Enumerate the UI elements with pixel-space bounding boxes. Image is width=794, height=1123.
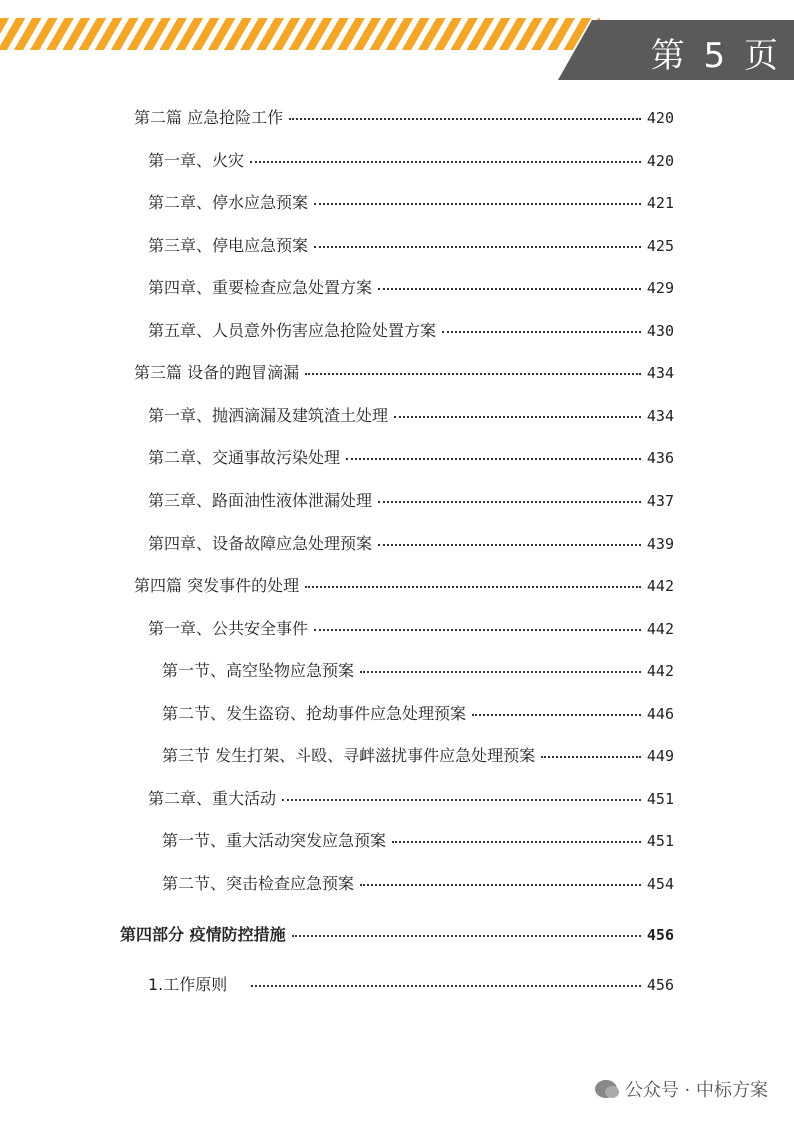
toc-entry[interactable] bbox=[148, 193, 674, 213]
toc-entry[interactable] bbox=[120, 925, 674, 945]
toc-entry-title: 第四篇 突发事件的处理 bbox=[134, 576, 300, 595]
toc-entry-page: 456 bbox=[646, 976, 674, 994]
toc-entry-title: 第四部分 疫情防控措施 bbox=[120, 925, 286, 944]
toc-entry-page: 451 bbox=[646, 790, 674, 808]
toc-entry-title: 第三章、路面油性液体泄漏处理 bbox=[148, 491, 373, 510]
toc-entry-title: 第一节、高空坠物应急预案 bbox=[162, 661, 355, 680]
toc-dot-leader bbox=[394, 415, 641, 418]
toc-entry-page: 425 bbox=[646, 237, 674, 255]
toc-dot-leader bbox=[305, 585, 641, 588]
toc-entry[interactable] bbox=[148, 534, 674, 554]
toc-entry-page: 451 bbox=[646, 832, 674, 850]
toc-entry-title: 第一章、公共安全事件 bbox=[148, 619, 309, 638]
toc-dot-leader bbox=[472, 713, 641, 716]
toc-entry-page: 449 bbox=[646, 747, 674, 765]
toc-entry-title: 第四章、设备故障应急处理预案 bbox=[148, 534, 373, 553]
toc-entry-title: 第三章、停电应急预案 bbox=[148, 236, 309, 255]
toc-entry-page: 434 bbox=[646, 407, 674, 425]
toc-dot-leader bbox=[314, 628, 641, 631]
toc-entry-title: 第二章、重大活动 bbox=[148, 789, 277, 808]
toc-entry-title: 第一节、重大活动突发应急预案 bbox=[162, 831, 387, 850]
toc-entry-page: 436 bbox=[646, 449, 674, 467]
toc-entry-page: 456 bbox=[646, 926, 674, 944]
page-label: 第 5 页 bbox=[650, 36, 782, 76]
toc-dot-leader bbox=[392, 840, 641, 843]
toc-dot-leader bbox=[541, 755, 641, 758]
toc-entry-page: 421 bbox=[646, 194, 674, 212]
toc-entry-page: 442 bbox=[646, 662, 674, 680]
toc-dot-leader bbox=[292, 934, 641, 937]
toc-entry[interactable] bbox=[134, 576, 674, 596]
toc-entry[interactable] bbox=[134, 108, 674, 128]
toc-entry[interactable] bbox=[162, 831, 674, 851]
watermark-text: 公众号 · 中标方案 bbox=[624, 1080, 768, 1101]
toc-entry-title: 第五章、人员意外伤害应急抢险处置方案 bbox=[148, 321, 437, 340]
toc-entry-page: 429 bbox=[646, 279, 674, 297]
toc-dot-leader bbox=[251, 984, 641, 987]
toc-dot-leader bbox=[250, 160, 641, 163]
toc-entry-title: 第二章、交通事故污染处理 bbox=[148, 448, 341, 467]
toc-dot-leader bbox=[442, 330, 641, 333]
toc-dot-leader bbox=[378, 543, 641, 546]
toc-dot-leader bbox=[282, 798, 641, 801]
toc-entry[interactable] bbox=[148, 619, 674, 639]
header-stripe-band bbox=[0, 18, 600, 50]
toc-entry-page: 442 bbox=[646, 620, 674, 638]
toc-entry[interactable] bbox=[148, 975, 674, 995]
toc-entry-title: 第二节、突击检查应急预案 bbox=[162, 874, 355, 893]
toc-entry[interactable] bbox=[162, 704, 674, 724]
toc-entry[interactable] bbox=[148, 236, 674, 256]
toc-entry-title: 第二章、停水应急预案 bbox=[148, 193, 309, 212]
toc-entry-title: 第二篇 应急抢险工作 bbox=[134, 108, 284, 127]
toc-entry-page: 430 bbox=[646, 322, 674, 340]
toc-dot-leader bbox=[378, 287, 641, 290]
toc-entry-title: 第三篇 设备的跑冒滴漏 bbox=[134, 363, 300, 382]
toc-dot-leader bbox=[378, 500, 641, 503]
wechat-icon bbox=[595, 1080, 617, 1098]
toc-entry[interactable] bbox=[148, 448, 674, 468]
toc-entry[interactable] bbox=[148, 278, 674, 298]
toc-entry-title: 第一章、火灾 bbox=[148, 151, 245, 170]
toc-entry[interactable] bbox=[148, 491, 674, 511]
toc-dot-leader bbox=[346, 457, 641, 460]
toc-entry[interactable] bbox=[148, 151, 674, 171]
toc-dot-leader bbox=[360, 670, 641, 673]
toc-entry-page: 439 bbox=[646, 535, 674, 553]
toc-entry-page: 446 bbox=[646, 705, 674, 723]
toc-entry[interactable] bbox=[148, 789, 674, 809]
toc-entry-page: 434 bbox=[646, 364, 674, 382]
toc-entry-page: 454 bbox=[646, 875, 674, 893]
toc-entry[interactable] bbox=[148, 406, 674, 426]
toc-entry[interactable] bbox=[162, 746, 674, 766]
toc-entry-page: 420 bbox=[646, 152, 674, 170]
toc-entry-title: 第一章、抛洒滴漏及建筑渣土处理 bbox=[148, 406, 389, 425]
toc-entry-title: 第三节 发生打架、斗殴、寻衅滋扰事件应急处理预案 bbox=[162, 746, 536, 765]
toc-entry[interactable] bbox=[162, 874, 674, 894]
toc-dot-leader bbox=[289, 117, 641, 120]
toc-dot-leader bbox=[360, 883, 641, 886]
toc-entry[interactable] bbox=[148, 321, 674, 341]
toc-dot-leader bbox=[305, 372, 641, 375]
toc-entry-title: 第二节、发生盗窃、抢劫事件应急处理预案 bbox=[162, 704, 467, 723]
toc-entry[interactable] bbox=[134, 363, 674, 383]
toc-entry-title: 1.工作原则 bbox=[148, 975, 228, 994]
toc-dot-leader bbox=[314, 202, 641, 205]
toc-entry-page: 442 bbox=[646, 577, 674, 595]
toc-dot-leader bbox=[314, 245, 641, 248]
toc-entry-title: 第四章、重要检查应急处置方案 bbox=[148, 278, 373, 297]
toc-entry-page: 437 bbox=[646, 492, 674, 510]
toc-entry[interactable] bbox=[162, 661, 674, 681]
watermark bbox=[595, 1076, 768, 1102]
toc-entry-page: 420 bbox=[646, 109, 674, 127]
